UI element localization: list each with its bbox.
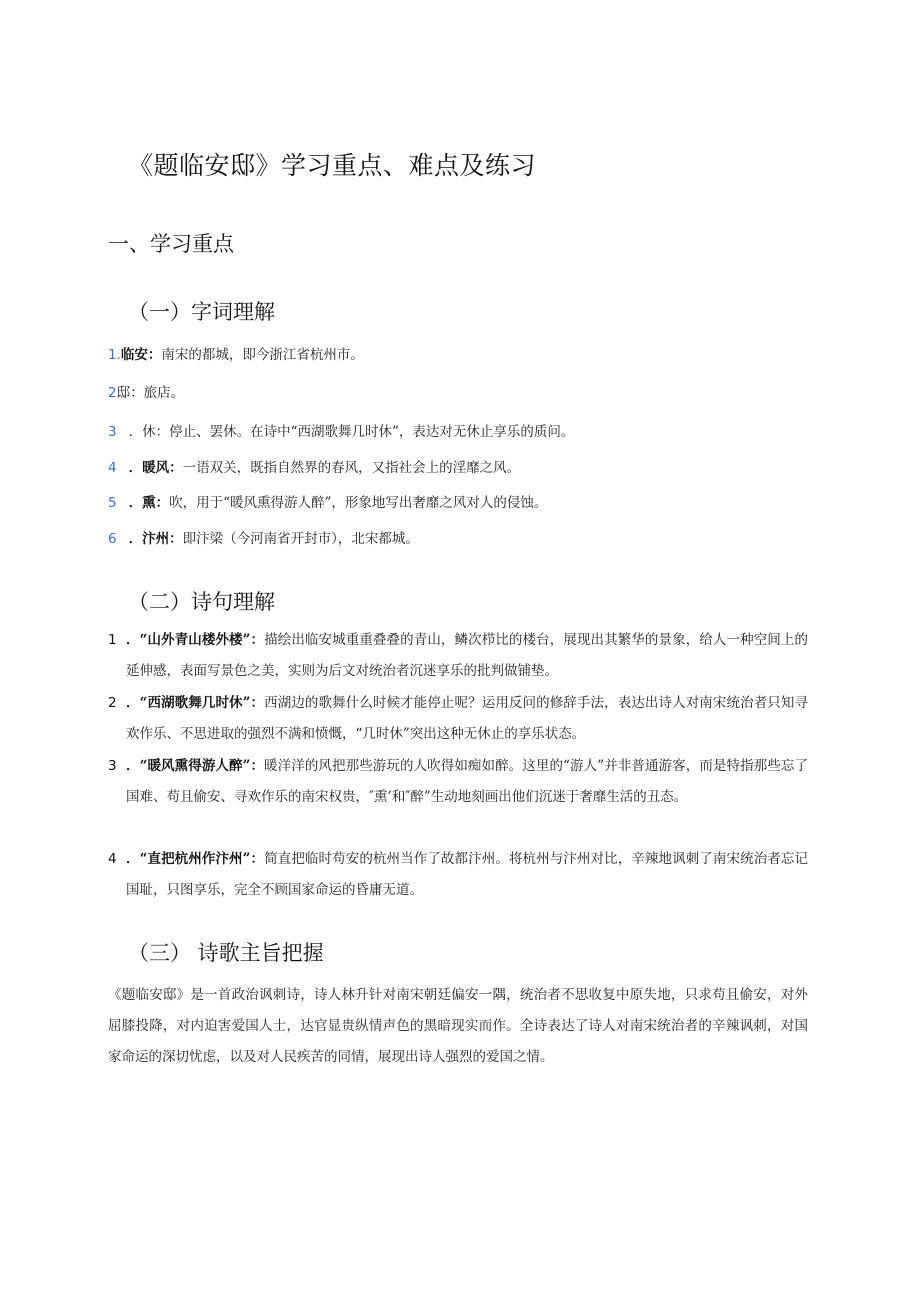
section-heading-study-focus: 一、学习重点 [108,232,234,256]
verse-item: 3 ．“暖风熏得游人醉”：暖洋洋的风把那些游玩的人吹得如痴如醉。这里的“游人”并非普通游客，而是特指那些忘了国难、苟且偷安、寻欢作乐的南宋权贵，″熏’和″醉”生动地刻画出他们沉迷于奢靡生活的丑态。 [108,758,809,805]
theme-paragraph: 《题临安邸》是一首政治讽刺诗，诗人林升针对南宋朝廷偏安一隅，统治者不思收复中原失地，只求苟且偷安，对外屈膝投降，对内迫害爱国人士，达官显贵纵情声色的黑暗现实而作。全诗表达了诗人对南宋统治者的辛辣讽刺，对国家命运的深切忧虑，以及对人民疾苦的同情，展现出诗人强烈的爱国之情。 [108,987,808,1065]
verse-item: 4 ．“直把杭州作汴州”：简直把临时苟安的杭州当作了故都汴州。将杭州与汴州对比，辛辣地讽刺了南宋统治者忘记国耻，只图享乐，完全不顾国家命运的昏庸无道。 [108,851,808,898]
word-item: 3 ．休：停止、罢休。在诗中“西湖歌舞几时休”，表达对无休止享乐的质问。 [108,424,575,440]
verse-item: 1 ．“山外青山楼外楼”：描绘出临安城重重叠叠的青山，鳞次栉比的楼台，展现出其繁华的景象，给人一种空间上的延伸感，表面写景色之美，实则为后文对统治者沉迷享乐的批判做铺垫。 [108,632,808,679]
word-item: 6 ．汴州：即汴梁（今河南省开封市），北宋都城。 [108,531,419,547]
word-item: 1.临安：南宋的都城，即今浙江省杭州市。 [108,347,364,363]
subsection-heading-theme: （三） 诗歌主旨把握 [128,941,324,965]
word-item: 2邸：旅店。 [108,385,185,401]
subsection-heading-word-understanding: （一）字词理解 [128,300,275,324]
word-item: 5 ．熏：吹，用于“暖风熏得游人醉”，形象地写出奢靡之风对人的侵蚀。 [108,495,548,511]
subsection-heading-verse-understanding: （二）诗句理解 [128,590,275,614]
word-item: 4 ．暖风：一语双关，既指自然界的春风，又指社会上的淫靡之风。 [108,460,521,476]
verse-item: 2 ．“西湖歌舞几时休”：西湖边的歌舞什么时候才能停止呢？运用反问的修辞手法，表达出诗人对南宋统治者只知寻欢作乐、不思进取的强烈不满和愤慨，“几时休”突出这种无休止的享乐状态。 [108,695,808,742]
document-title: 《题临安邸》学习重点、难点及练习 [128,151,537,180]
